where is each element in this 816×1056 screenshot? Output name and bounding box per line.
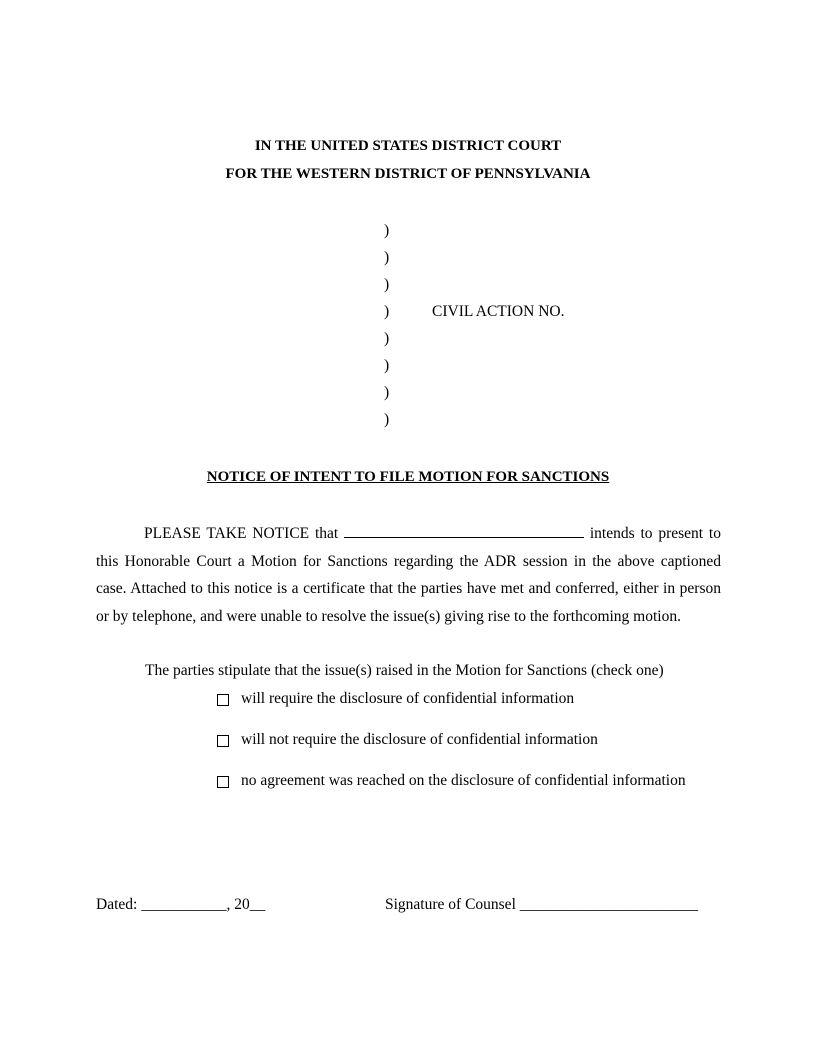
stipulation-text: The parties stipulate that the issue(s) raised in the Motion for Sanctions (check one)	[145, 662, 664, 679]
dated-line[interactable]: Dated: ___________, 20__	[96, 896, 266, 913]
caption-paren: )	[384, 384, 390, 401]
option-not-require-disclosure[interactable]	[217, 731, 598, 749]
document-title: NOTICE OF INTENT TO FILE MOTION FOR SANCTIONS	[206, 469, 610, 485]
court-name-line-1: IN THE UNITED STATES DISTRICT COURT	[254, 138, 562, 154]
signature-line[interactable]: Signature of Counsel _______________________	[385, 896, 698, 913]
civil-action-number-label: CIVIL ACTION NO.	[432, 303, 565, 320]
option-label: no agreement was reached on the disclosure of confidential information	[241, 772, 686, 789]
notice-body: intends to present to this Honorable Court a Motion for Sanctions regarding the ADR session in the above captioned case. Attached to this notice is a certificate that the parties have met and conferred, either in person or by telephone, and were unable to resolve the issue(s) giving rise to the forthcoming motion.	[96, 525, 721, 625]
option-no-agreement[interactable]	[217, 772, 686, 790]
option-label: will require the disclosure of confidential information	[241, 690, 575, 707]
notice-paragraph	[96, 520, 721, 630]
caption-paren: )	[384, 222, 390, 239]
party-name-blank[interactable]	[344, 523, 584, 538]
caption-paren: )	[384, 303, 390, 320]
caption-paren: )	[384, 411, 390, 428]
option-label: will not require the disclosure of confidential information	[241, 731, 598, 748]
option-require-disclosure[interactable]	[217, 690, 574, 708]
notice-lead: PLEASE TAKE NOTICE that	[144, 525, 339, 542]
caption-paren: )	[384, 330, 390, 347]
checkbox[interactable]	[217, 694, 229, 706]
caption-paren: )	[384, 276, 390, 293]
caption-paren: )	[384, 357, 390, 374]
checkbox[interactable]	[217, 735, 229, 747]
court-name-line-2: FOR THE WESTERN DISTRICT OF PENNSYLVANIA	[225, 166, 591, 182]
caption-paren: )	[384, 249, 390, 266]
checkbox[interactable]	[217, 776, 229, 788]
